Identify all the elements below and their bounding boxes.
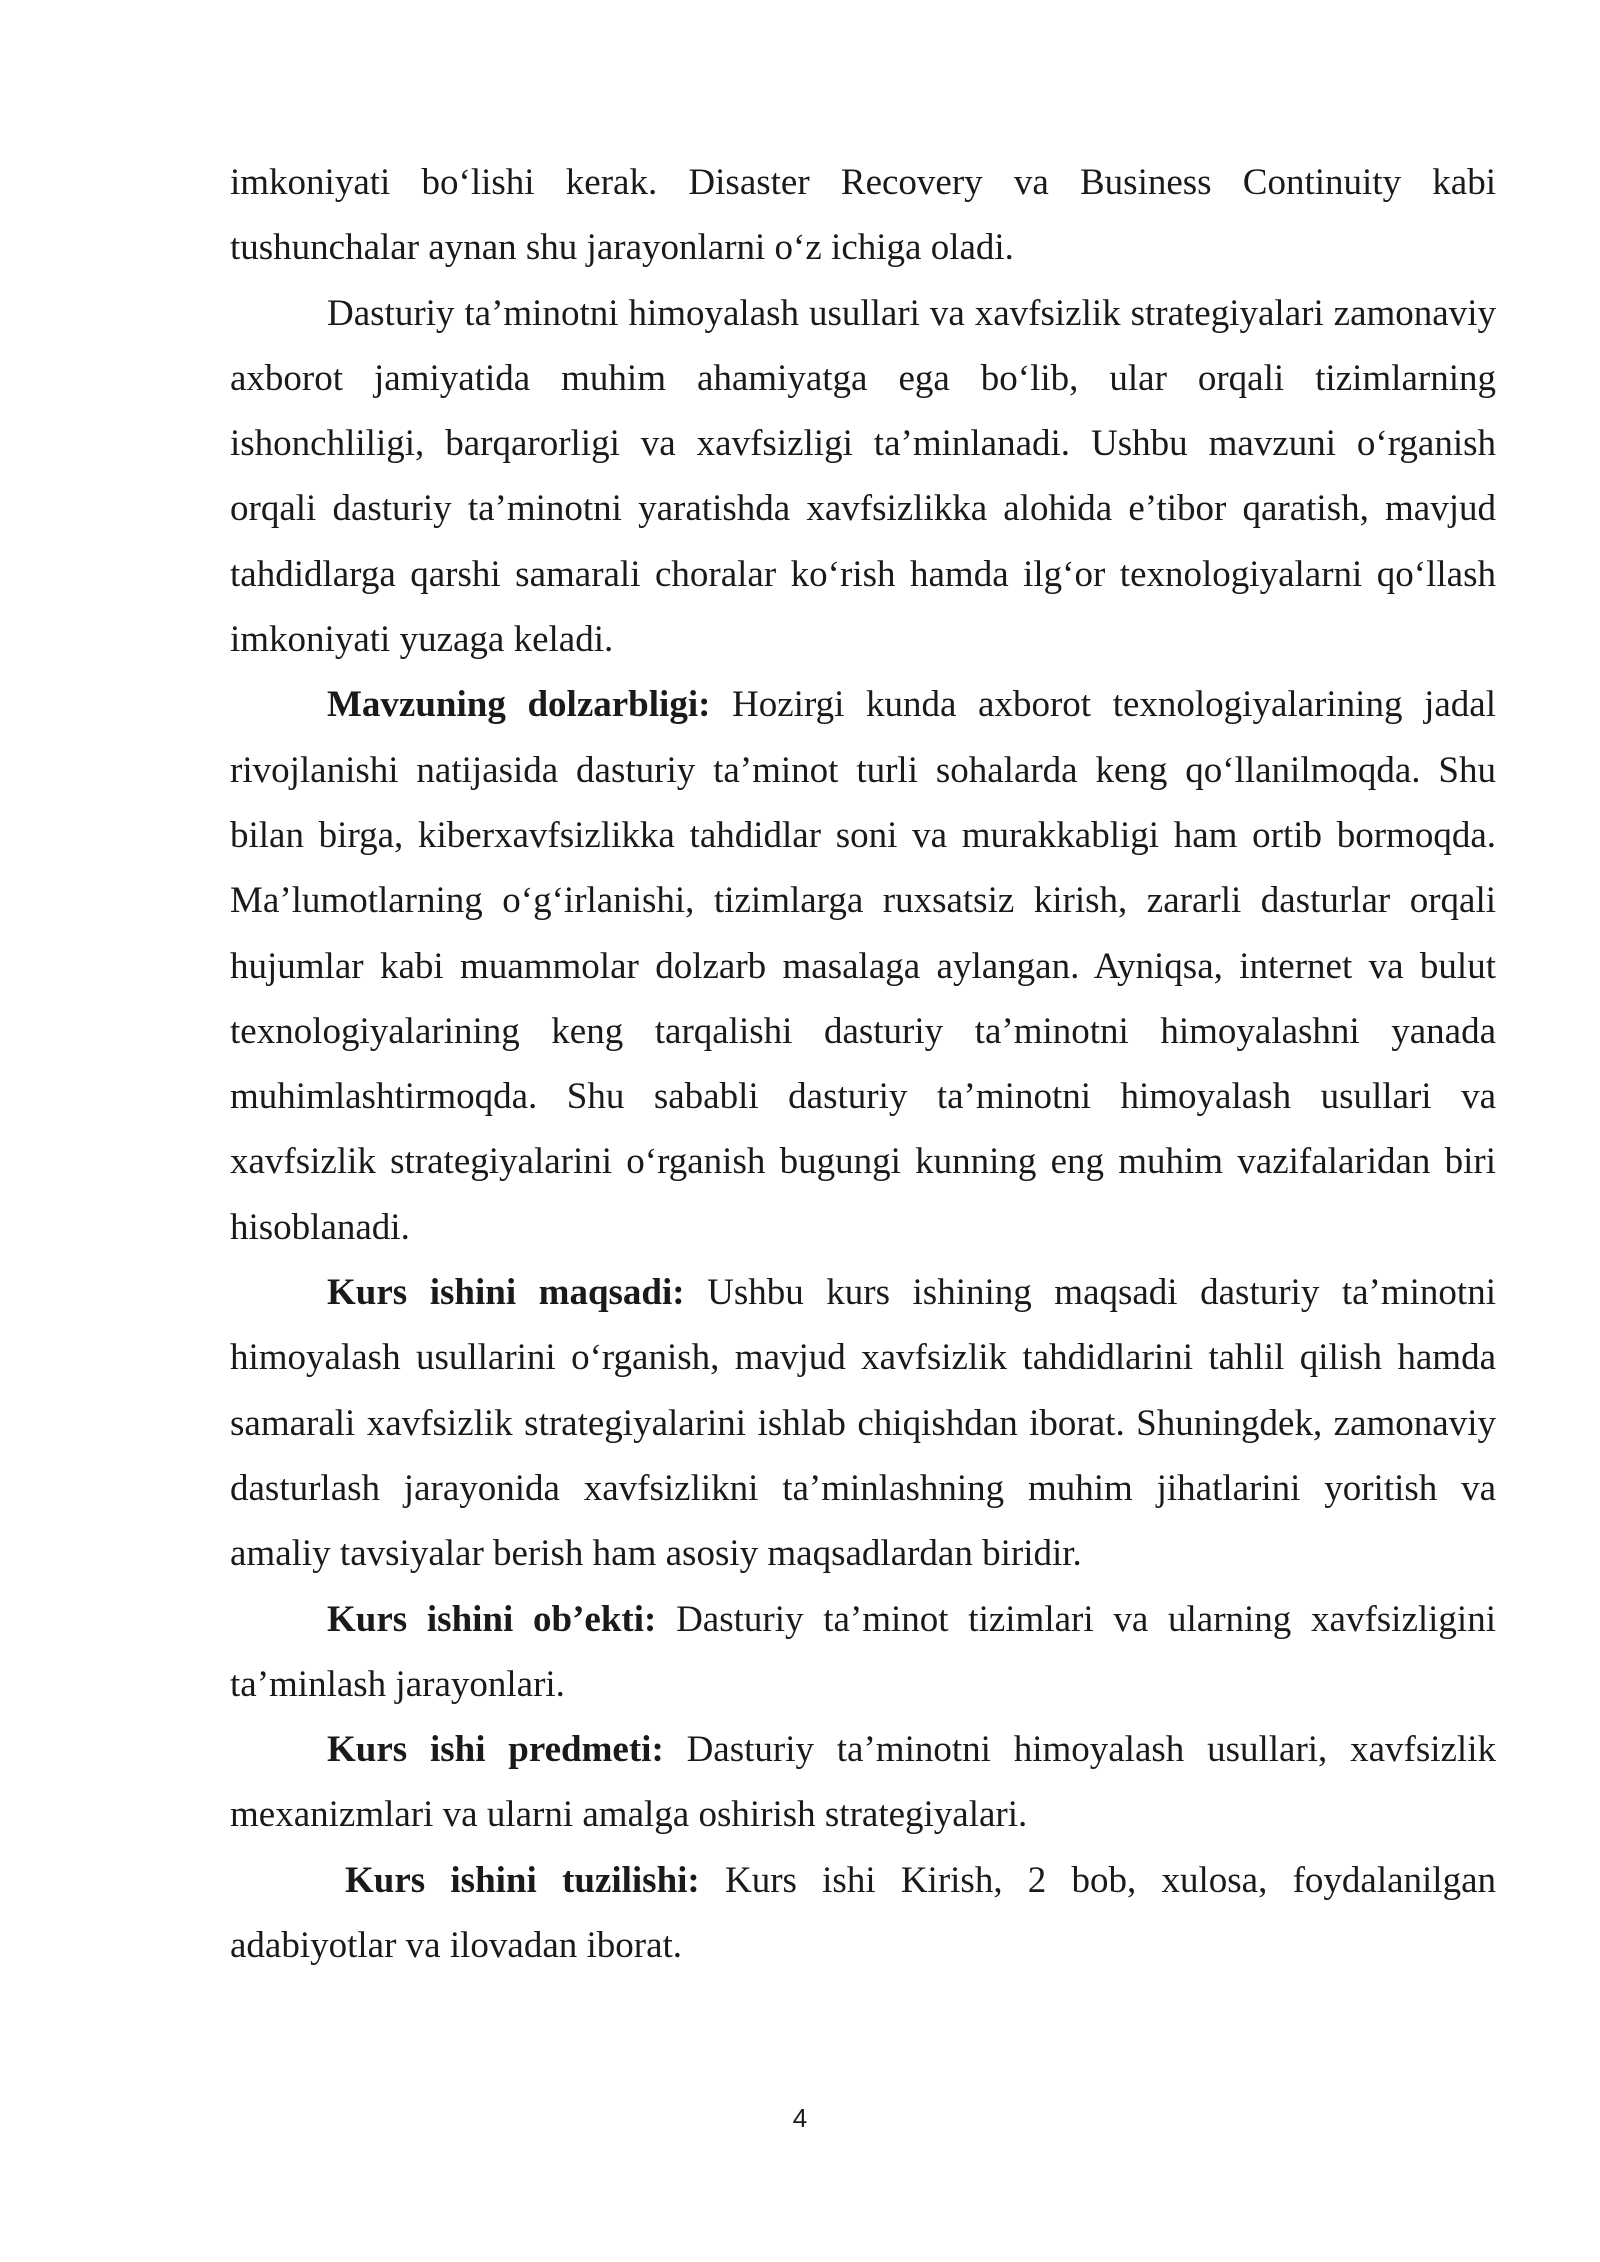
paragraph-label: Kurs ishini maqsadi: <box>327 1272 685 1314</box>
paragraph-text: imkoniyati bo‘lishi kerak. Disaster Recovery va Business Continuity kabi tushunchalar aynan shu jarayonlarni o‘z ichiga oladi. <box>230 162 1496 269</box>
paragraph-label: Kurs ishi predmeti: <box>327 1729 664 1771</box>
paragraph-text: Ushbu kurs ishining maqsadi dasturiy ta’minotni himoyalash usullarini o‘rganish, mavjud xavfsizlik tahdidlarini tahlil qilish hamda samarali xavfsizlik strategiyalarini ishlab chiqishdan iborat. Shuningdek, zamonaviy dasturlash jarayonida xavfsizlikni ta’minlashning muhim jihatlarini yoritish va amaliy tavsiyalar berish ham asosiy maqsadlardan biridir. <box>230 1272 1496 1575</box>
paragraph-text: Dasturiy ta’minotni himoyalash usullari, xavfsizlik mexanizmlari va ularni amalga oshirish strategiyalari. <box>230 1729 1496 1836</box>
paragraph-relevance <box>230 672 1496 1260</box>
paragraph-subject <box>230 1717 1496 1848</box>
paragraph-text: Hozirgi kunda axborot texnologiyalarining jadal rivojlanishi natijasida dasturiy ta’minot turli sohalarda keng qo‘llanilmoqda. Shu bilan birga, kiberxavfsizlikka tahdidlar soni va murakkabligi ham ortib bormoqda. Ma’lumotlarning o‘g‘irlanishi, tizimlarga ruxsatsiz kirish, zararli dasturlar orqali hujumlar kabi muammolar dolzarb masalaga aylangan. Ayniqsa, internet va bulut texnologiyalarining keng tarqalishi dasturiy ta’minotni himoyalashni yanada muhimlashtirmoqda. Shu sababli dasturiy ta’minotni himoyalash usullari va xavfsizlik strategiyalarini o‘rganish bugungi kunning eng muhim vazifalaridan biri hisoblanadi. <box>230 684 1496 1248</box>
paragraph-summary <box>230 281 1496 673</box>
paragraph-text: Dasturiy ta’minotni himoyalash usullari va xavfsizlik strategiyalari zamonaviy axborot jamiyatida muhim ahamiyatga ega bo‘lib, ular orqali tizimlarning ishonchliligi, barqarorligi va xavfsizligi ta’minlanadi. Ushbu mavzuni o‘rganish orqali dasturiy ta’minotni yaratishda xavfsizlikka alohida e’tibor qaratish, mavjud tahdidlarga qarshi samarali choralar ko‘rish hamda ilg‘or texnologiyalarni qo‘llash imkoniyati yuzaga keladi. <box>230 292 1496 661</box>
page-body <box>230 150 1496 1978</box>
paragraph-goal <box>230 1260 1496 1586</box>
paragraph-text: Kurs ishi Kirish, 2 bob, xulosa, foydalanilgan adabiyotlar va ilovadan iborat. <box>230 1859 1496 1967</box>
paragraph-structure <box>230 1848 1496 1979</box>
paragraph-continuation <box>230 150 1496 281</box>
paragraph-label: Kurs ishini ob’ekti: <box>327 1598 657 1640</box>
paragraph-object <box>230 1587 1496 1718</box>
page-number: 4 <box>792 2103 808 2133</box>
paragraph-label: Kurs ishini tuzilishi: <box>345 1859 700 1901</box>
paragraph-text: Dasturiy ta’minot tizimlari va ularning xavfsizligini ta’minlash jarayonlari. <box>230 1598 1496 1705</box>
paragraph-label: Mavzuning dolzarbligi: <box>327 684 711 726</box>
